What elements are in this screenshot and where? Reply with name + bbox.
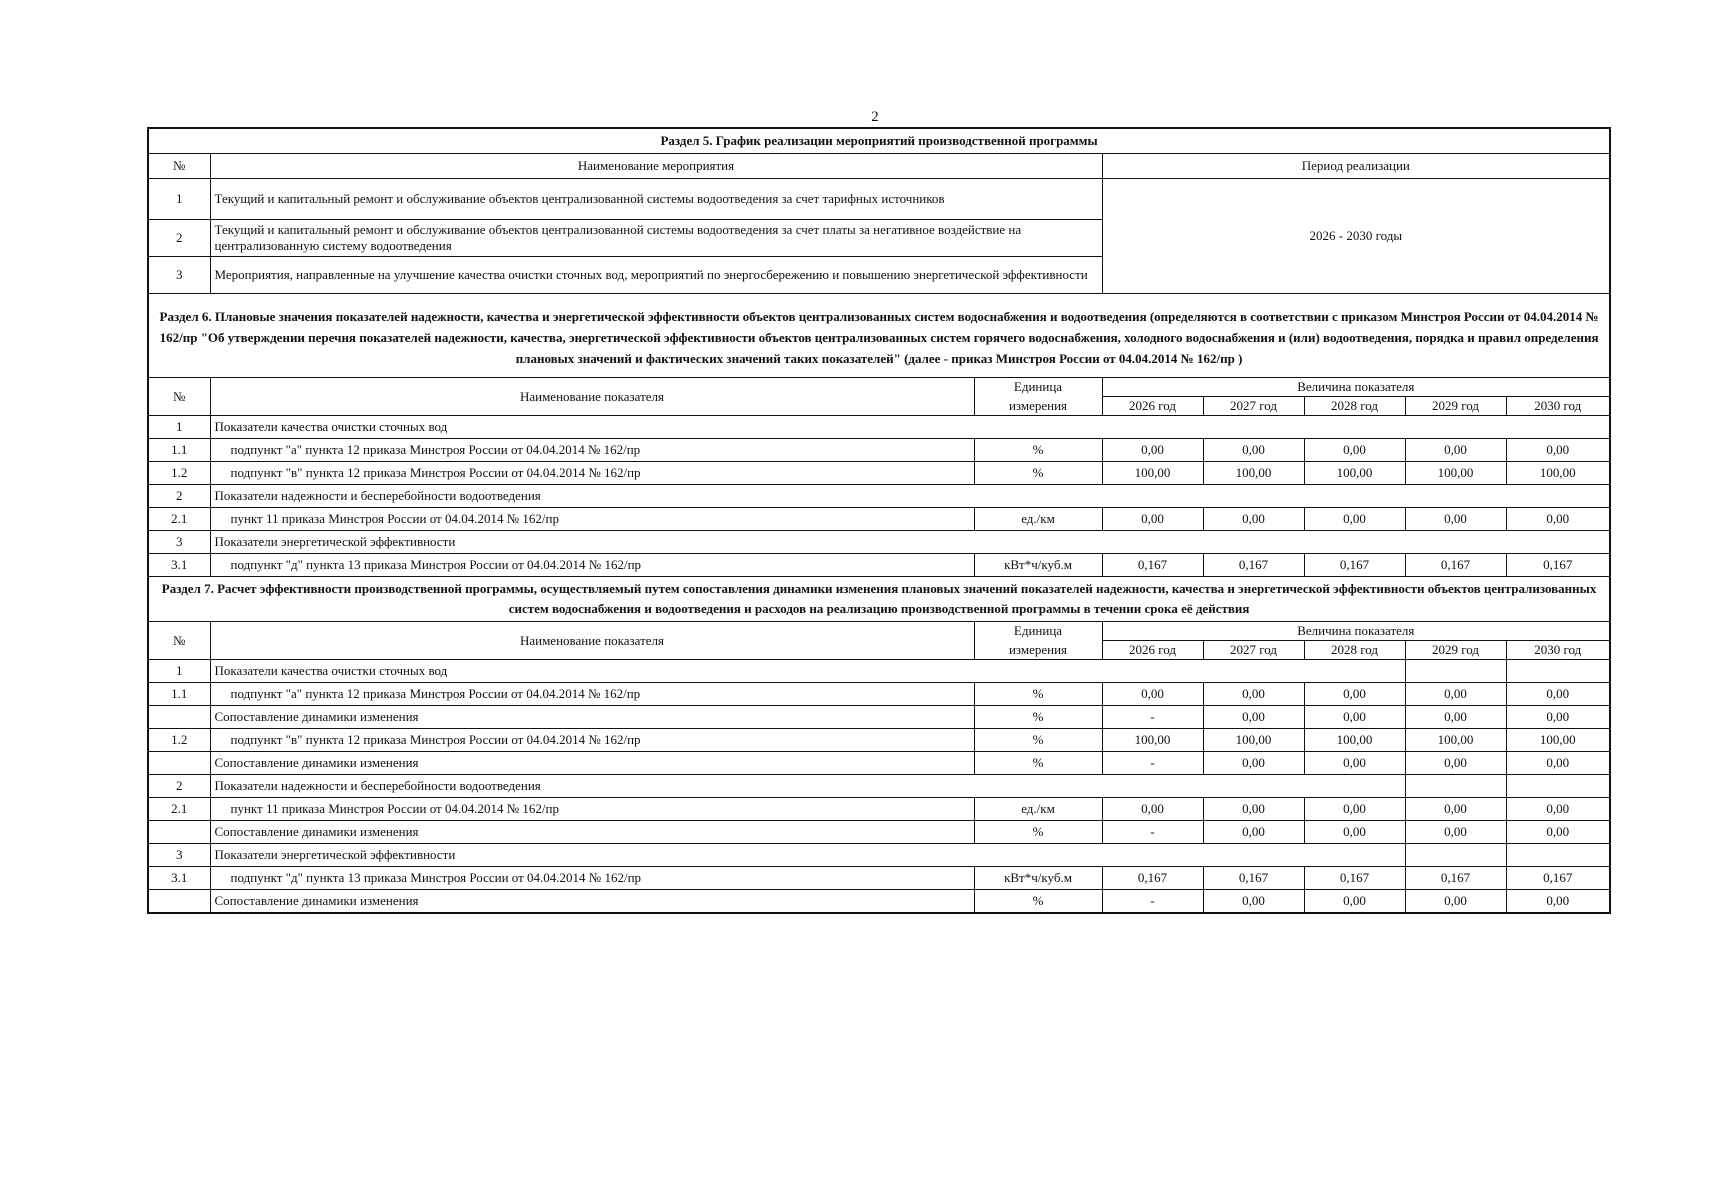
value-cell: 0,00	[1506, 683, 1610, 706]
value-cell: -	[1102, 821, 1203, 844]
row-number: 1.2	[148, 462, 210, 485]
section5-row-name: Текущий и капитальный ремонт и обслуживание объектов централизованной системы водоотведения за счет платы за негативное воздействие на централизованную систему водоотведения	[210, 220, 1102, 257]
section5-col-name: Наименование мероприятия	[210, 154, 1102, 179]
indicator-name: подпункт "д" пункта 13 приказа Минстроя России от 04.04.2014 № 162/пр	[210, 554, 974, 577]
empty-cell	[1506, 660, 1610, 683]
value-cell: 0,00	[1203, 508, 1304, 531]
table-row	[148, 439, 1610, 462]
value-cell: 0,00	[1405, 890, 1506, 914]
indicator-name: подпункт "д" пункта 13 приказа Минстроя России от 04.04.2014 № 162/пр	[210, 867, 974, 890]
section6-table	[148, 294, 1610, 416]
value-cell: 100,00	[1405, 729, 1506, 752]
unit-cell: %	[974, 683, 1102, 706]
value-cell: 0,00	[1506, 439, 1610, 462]
unit-cell: кВт*ч/куб.м	[974, 867, 1102, 890]
section5-table	[148, 128, 1610, 294]
value-cell: -	[1102, 706, 1203, 729]
section5-row-name: Текущий и капитальный ремонт и обслуживание объектов централизованной системы водоотведения за счет тарифных источников	[210, 179, 1102, 220]
unit-cell: %	[974, 890, 1102, 914]
value-cell: 0,00	[1203, 706, 1304, 729]
section7-table	[148, 577, 1610, 660]
empty-cell	[1405, 844, 1506, 867]
indicator-name: Сопоставление динамики изменения	[210, 752, 974, 775]
indicator-name: пункт 11 приказа Минстроя России от 04.04.2014 № 162/пр	[210, 508, 974, 531]
section7-title: Раздел 7. Расчет эффективности производственной программы, осуществляемый путем сопоставления динамики изменения плановых значений показателей надежности, качества и энергетической эффективности объектов централизованных систем водоснабжения и водоотведения и расходов на реализацию производственной программы в течении срока её действия	[148, 577, 1610, 622]
value-cell: 0,00	[1405, 706, 1506, 729]
value-cell: 0,00	[1203, 798, 1304, 821]
section6-year: 2028 год	[1304, 397, 1405, 416]
value-cell: 100,00	[1506, 462, 1610, 485]
row-number: 2	[148, 485, 210, 508]
indicator-name: Сопоставление динамики изменения	[210, 821, 974, 844]
row-number	[148, 821, 210, 844]
group-row	[148, 775, 1610, 798]
value-cell: 0,00	[1304, 821, 1405, 844]
section6-col-unit: Единица	[974, 378, 1102, 397]
value-cell: 0,00	[1506, 508, 1610, 531]
value-cell: 100,00	[1203, 462, 1304, 485]
section6-year: 2026 год	[1102, 397, 1203, 416]
value-cell: 0,167	[1304, 867, 1405, 890]
section6-title: Раздел 6. Плановые значения показателей надежности, качества и энергетической эффективности объектов централизованных систем водоснабжения и водоотведения (определяются в соответствии с приказом Минстроя России от 04.04.2014 № 162/пр "Об утверждении перечня показателей надежности, качества, энергетической эффективности объектов централизованных систем горячего водоснабжения, холодного водоснабжения и (или) водоотведения, порядка и правил определения плановых значений и фактических значений таких показателей" (далее - приказ Минстроя России от 04.04.2014 № 162/пр )	[148, 294, 1610, 378]
group-row	[148, 485, 1610, 508]
group-name: Показатели надежности и бесперебойности водоотведения	[210, 775, 1405, 798]
value-cell: 0,167	[1203, 867, 1304, 890]
value-cell: -	[1102, 890, 1203, 914]
value-cell: 0,167	[1506, 554, 1610, 577]
value-cell: 0,00	[1203, 683, 1304, 706]
value-cell: 0,00	[1102, 683, 1203, 706]
value-cell: 0,167	[1405, 554, 1506, 577]
value-cell: 0,00	[1304, 508, 1405, 531]
value-cell: 0,00	[1506, 890, 1610, 914]
value-cell: 0,00	[1304, 798, 1405, 821]
section7-col-unit: Единица	[974, 622, 1102, 641]
value-cell: 0,00	[1304, 683, 1405, 706]
value-cell: 0,00	[1506, 706, 1610, 729]
section7-year: 2029 год	[1405, 641, 1506, 660]
section7-year: 2028 год	[1304, 641, 1405, 660]
section7-year: 2027 год	[1203, 641, 1304, 660]
value-cell: 0,00	[1304, 890, 1405, 914]
section5-period: 2026 - 2030 годы	[1102, 179, 1610, 294]
document-sheet	[147, 127, 1609, 914]
row-number: 1.1	[148, 439, 210, 462]
value-cell: 100,00	[1102, 729, 1203, 752]
section6-year: 2027 год	[1203, 397, 1304, 416]
row-number	[148, 890, 210, 914]
section6-year: 2029 год	[1405, 397, 1506, 416]
section6-year: 2030 год	[1506, 397, 1610, 416]
value-cell: 100,00	[1506, 729, 1610, 752]
value-cell: 0,167	[1102, 867, 1203, 890]
table-row	[148, 821, 1610, 844]
row-number: 1.1	[148, 683, 210, 706]
section6-col-name: Наименование показателя	[210, 378, 974, 416]
indicator-name: подпункт "а" пункта 12 приказа Минстроя России от 04.04.2014 № 162/пр	[210, 683, 974, 706]
table-row	[148, 798, 1610, 821]
unit-cell: ед./км	[974, 508, 1102, 531]
table-row	[148, 508, 1610, 531]
page-number: 2	[871, 109, 879, 125]
section5-row-name: Мероприятия, направленные на улучшение качества очистки сточных вод, мероприятий по энергосбережению и повышению энергетической эффективности	[210, 257, 1102, 294]
row-number: 2.1	[148, 508, 210, 531]
indicator-name: подпункт "а" пункта 12 приказа Минстроя России от 04.04.2014 № 162/пр	[210, 439, 974, 462]
indicator-name: Сопоставление динамики изменения	[210, 890, 974, 914]
section5-row-num: 3	[148, 257, 210, 294]
section7-col-unit-2: измерения	[974, 641, 1102, 660]
value-cell: 0,00	[1203, 752, 1304, 775]
row-number: 1	[148, 660, 210, 683]
group-row	[148, 531, 1610, 554]
group-name: Показатели энергетической эффективности	[210, 531, 1610, 554]
row-number: 2.1	[148, 798, 210, 821]
unit-cell: %	[974, 821, 1102, 844]
value-cell: 100,00	[1203, 729, 1304, 752]
section5-col-period: Период реализации	[1102, 154, 1610, 179]
section7-year: 2030 год	[1506, 641, 1610, 660]
section5-row-num: 2	[148, 220, 210, 257]
row-number	[148, 752, 210, 775]
value-cell: 0,167	[1203, 554, 1304, 577]
unit-cell: %	[974, 752, 1102, 775]
unit-cell: %	[974, 729, 1102, 752]
value-cell: 0,00	[1203, 821, 1304, 844]
value-cell: 100,00	[1102, 462, 1203, 485]
empty-cell	[1506, 775, 1610, 798]
table-row	[148, 890, 1610, 914]
row-number: 3.1	[148, 554, 210, 577]
section5-col-num: №	[148, 154, 210, 179]
section7-col-num: №	[148, 622, 210, 660]
unit-cell: ед./км	[974, 798, 1102, 821]
empty-cell	[1405, 660, 1506, 683]
table-row	[148, 462, 1610, 485]
empty-cell	[1405, 775, 1506, 798]
section7-rows	[148, 660, 1610, 914]
section7-col-value: Величина показателя	[1102, 622, 1610, 641]
row-number: 3.1	[148, 867, 210, 890]
value-cell: 0,167	[1405, 867, 1506, 890]
group-name: Показатели качества очистки сточных вод	[210, 660, 1405, 683]
value-cell: 100,00	[1405, 462, 1506, 485]
section6-col-unit-2: измерения	[974, 397, 1102, 416]
row-number: 3	[148, 531, 210, 554]
value-cell: 100,00	[1304, 729, 1405, 752]
group-row	[148, 416, 1610, 439]
main-table	[147, 127, 1611, 914]
table-row	[148, 554, 1610, 577]
value-cell: 0,00	[1405, 508, 1506, 531]
value-cell: 0,00	[1102, 798, 1203, 821]
section7-year: 2026 год	[1102, 641, 1203, 660]
row-number: 2	[148, 775, 210, 798]
section5-title: Раздел 5. График реализации мероприятий производственной программы	[148, 128, 1610, 154]
table-row	[148, 683, 1610, 706]
section6-col-value: Величина показателя	[1102, 378, 1610, 397]
unit-cell: %	[974, 462, 1102, 485]
value-cell: 0,00	[1304, 706, 1405, 729]
row-number	[148, 706, 210, 729]
group-name: Показатели качества очистки сточных вод	[210, 416, 1610, 439]
value-cell: 0,00	[1506, 798, 1610, 821]
section5-row-num: 1	[148, 179, 210, 220]
unit-cell: кВт*ч/куб.м	[974, 554, 1102, 577]
value-cell: 0,00	[1304, 752, 1405, 775]
value-cell: 0,00	[1203, 439, 1304, 462]
table-row	[148, 867, 1610, 890]
value-cell: 0,00	[1405, 683, 1506, 706]
group-row	[148, 844, 1610, 867]
table-row	[148, 752, 1610, 775]
row-number: 1.2	[148, 729, 210, 752]
value-cell: 100,00	[1304, 462, 1405, 485]
value-cell: 0,00	[1405, 798, 1506, 821]
value-cell: 0,00	[1102, 508, 1203, 531]
value-cell: 0,167	[1506, 867, 1610, 890]
indicator-name: пункт 11 приказа Минстроя России от 04.04.2014 № 162/пр	[210, 798, 974, 821]
value-cell: 0,00	[1405, 821, 1506, 844]
indicator-name: Сопоставление динамики изменения	[210, 706, 974, 729]
value-cell: 0,167	[1102, 554, 1203, 577]
value-cell: 0,00	[1506, 752, 1610, 775]
indicator-name: подпункт "в" пункта 12 приказа Минстроя России от 04.04.2014 № 162/пр	[210, 729, 974, 752]
value-cell: 0,00	[1506, 821, 1610, 844]
indicator-name: подпункт "в" пункта 12 приказа Минстроя России от 04.04.2014 № 162/пр	[210, 462, 974, 485]
section7-col-name: Наименование показателя	[210, 622, 974, 660]
unit-cell: %	[974, 439, 1102, 462]
empty-cell	[1506, 844, 1610, 867]
unit-cell: %	[974, 706, 1102, 729]
value-cell: -	[1102, 752, 1203, 775]
table-row	[148, 706, 1610, 729]
value-cell: 0,167	[1304, 554, 1405, 577]
value-cell: 0,00	[1405, 439, 1506, 462]
value-cell: 0,00	[1203, 890, 1304, 914]
value-cell: 0,00	[1102, 439, 1203, 462]
row-number: 1	[148, 416, 210, 439]
section6-rows	[148, 416, 1610, 577]
group-row	[148, 660, 1610, 683]
group-name: Показатели надежности и бесперебойности водоотведения	[210, 485, 1610, 508]
value-cell: 0,00	[1304, 439, 1405, 462]
section6-col-num: №	[148, 378, 210, 416]
value-cell: 0,00	[1405, 752, 1506, 775]
group-name: Показатели энергетической эффективности	[210, 844, 1405, 867]
table-row	[148, 729, 1610, 752]
row-number: 3	[148, 844, 210, 867]
